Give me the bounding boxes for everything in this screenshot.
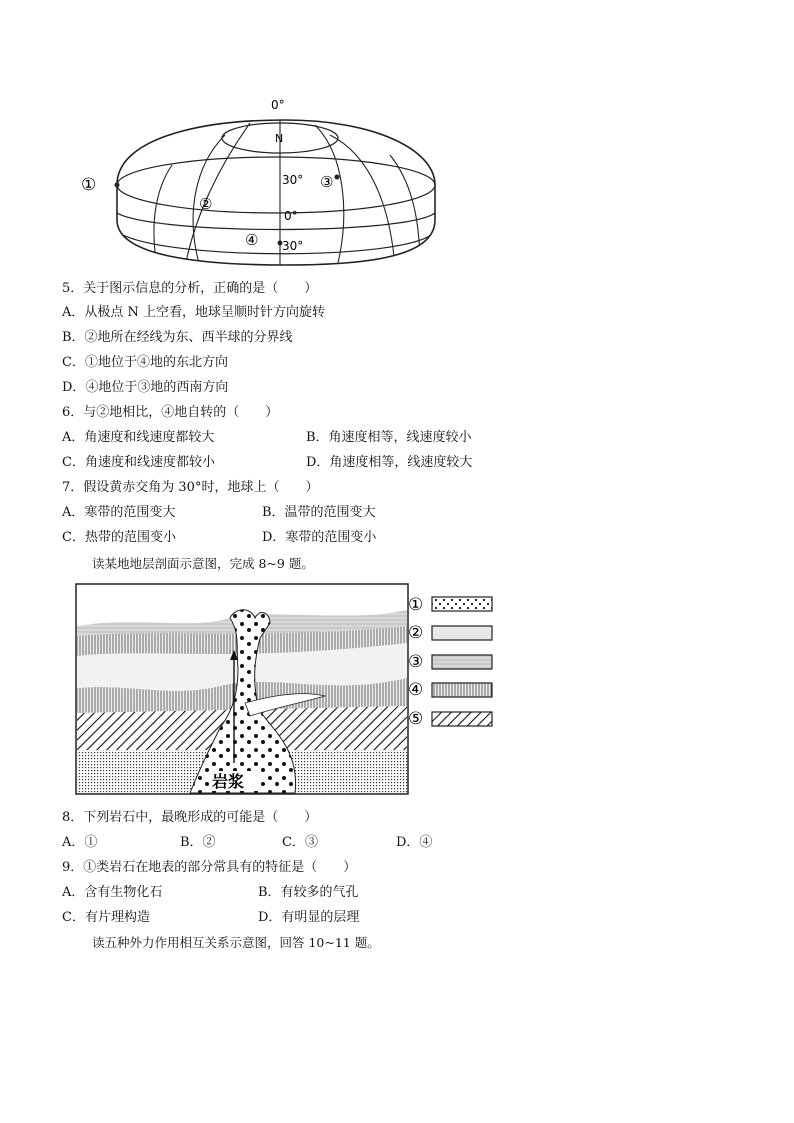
latitude-30s-line: [123, 235, 431, 254]
q6-stem: 6．与②地相比，④地自转的（ ）: [62, 405, 279, 420]
q6-option-d[interactable]: D．角速度相等，线速度较大: [306, 455, 473, 470]
q5-stem: 5．关于图示信息的分析，正确的是（ ）: [62, 281, 318, 296]
q8-option-d[interactable]: D．④: [396, 835, 433, 850]
intro-8-9: 读某地地层剖面示意图，完成 8~9 题。: [92, 556, 314, 571]
label-point-3: ③: [320, 173, 334, 191]
legend-swatch-5: [432, 712, 492, 726]
q6-option-a[interactable]: A．角速度和线速度都较大: [62, 430, 215, 445]
magma-label: 岩浆: [212, 772, 245, 791]
label-point-1: ①: [81, 175, 97, 195]
legend-label-3: ③: [408, 652, 424, 672]
q8-option-b[interactable]: B．②: [180, 835, 216, 850]
q8-stem: 8．下列岩石中，最晚形成的可能是（ ）: [62, 810, 318, 825]
q7-stem: 7．假设黄赤交角为 30°时，地球上（ ）: [62, 480, 319, 495]
intro-10-11: 读五种外力作用相互关系示意图，回答 10~11 题。: [92, 935, 380, 950]
q9-option-b[interactable]: B．有较多的气孔: [258, 885, 359, 900]
q7-option-d[interactable]: D．寒带的范围变小: [262, 530, 377, 545]
legend-swatch-3: [432, 655, 492, 669]
strata-legend: [408, 595, 492, 729]
q6-option-c[interactable]: C．角速度和线速度都较小: [62, 455, 215, 470]
q7-option-b[interactable]: B．温带的范围变大: [262, 505, 376, 520]
q9-option-d[interactable]: D．有明显的层理: [258, 910, 360, 925]
q8-option-c[interactable]: C．③: [282, 835, 318, 850]
strata-figure: [70, 578, 500, 800]
label-pole: N: [275, 132, 284, 145]
label-top-zero: 0°: [271, 98, 285, 112]
label-lat30-south: 30°: [282, 239, 304, 253]
q5-option-d[interactable]: D．④地位于③地的西南方向: [62, 380, 229, 395]
legend-swatch-4: [432, 683, 492, 697]
globe-figure: [75, 95, 455, 270]
label-point-2: ②: [199, 195, 213, 213]
q9-stem: 9．①类岩石在地表的部分常具有的特征是（ ）: [62, 860, 357, 875]
q8-option-a[interactable]: A．①: [62, 835, 98, 850]
legend-label-2: ②: [408, 623, 424, 643]
label-lat0: 0°: [284, 209, 298, 223]
point-1-marker: [115, 183, 120, 188]
latitude-30n-line: [117, 157, 435, 213]
q7-option-a[interactable]: A．寒带的范围变大: [62, 505, 176, 520]
legend-swatch-2: [432, 626, 492, 640]
legend-label-1: ①: [408, 595, 424, 615]
q7-option-c[interactable]: C．热带的范围变小: [62, 530, 176, 545]
legend-label-5: ⑤: [408, 709, 424, 729]
q6-option-b[interactable]: B．角速度相等，线速度较小: [306, 430, 472, 445]
label-point-4: ④: [245, 231, 259, 249]
legend-label-4: ④: [408, 680, 424, 700]
point-3-marker: [335, 175, 340, 180]
q5-option-a[interactable]: A．从极点 N 上空看，地球呈顺时针方向旋转: [62, 305, 326, 320]
q9-option-c[interactable]: C．有片理构造: [62, 910, 150, 925]
meridian-line: [154, 165, 172, 267]
q5-option-b[interactable]: B．②地所在经线为东、西半球的分界线: [62, 330, 293, 345]
label-lat30-north: 30°: [282, 173, 304, 187]
q5-option-c[interactable]: C．①地位于④地的东北方向: [62, 355, 228, 370]
legend-swatch-1: [432, 597, 492, 611]
equator-line: [117, 213, 435, 230]
q9-option-a[interactable]: A．含有生物化石: [62, 885, 163, 900]
